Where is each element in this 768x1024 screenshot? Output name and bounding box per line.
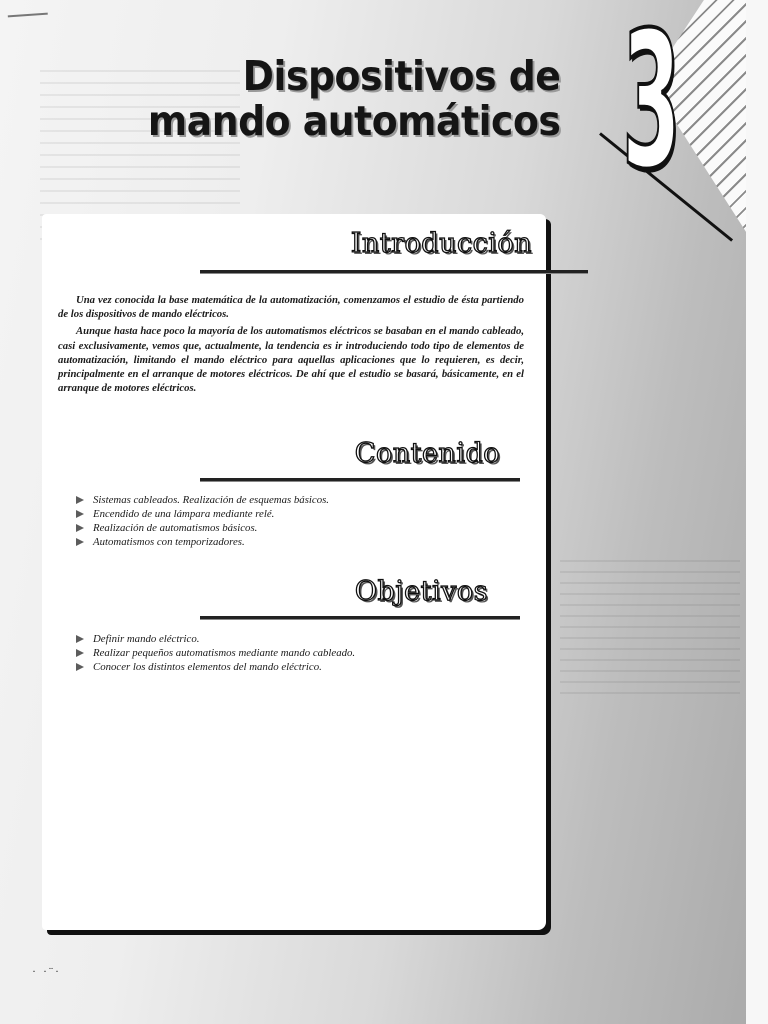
list-item — [75, 660, 355, 674]
section-heading-introduccion: Introducción — [350, 228, 532, 259]
list-item-text: Realización de automatismos básicos. — [93, 522, 258, 534]
chapter-title-line-1: Dispositivos de — [242, 52, 560, 100]
list-item — [75, 535, 329, 549]
triangle-bullet-icon — [76, 524, 84, 532]
triangle-bullet-icon — [76, 510, 84, 518]
chapter-title — [147, 54, 560, 144]
intro-paragraph: Aunque hasta hace poco la mayoría de los automatismos eléctricos se basaban en el mando cableado, casi exclusivamente, vemos que, actualmente, la tendencia es ir introduciendo todo tipo de elementos de automatización, limitando el mando eléctrico para aquellas aplicaciones que lo requieren, es decir, principalmente en el arranque de motores eléctricos. De ahí que el estudio se basará, básicamente, en el arranque de motores eléctricos. — [58, 325, 524, 395]
section-heading-objetivos: Objetivos — [354, 576, 488, 607]
chapter-title-line-2: mando automáticos — [147, 97, 560, 146]
triangle-bullet-icon — [76, 496, 84, 504]
list-item-text: Realizar pequeños automatismos mediante mando cableado. — [93, 647, 356, 659]
list-item-text: Automatismos con temporizadores. — [93, 536, 245, 548]
triangle-bullet-icon — [76, 538, 84, 546]
list-item — [75, 521, 329, 535]
scan-right-edge — [746, 0, 768, 1024]
section-rule-introduccion — [200, 270, 588, 273]
corner-scan-mark — [8, 13, 48, 24]
objetivos-list — [75, 632, 355, 674]
page-corner-marks: · ·¨· — [32, 964, 61, 978]
contenido-list — [75, 493, 329, 549]
section-rule-objetivos — [200, 616, 520, 619]
intro-paragraph: Una vez conocida la base matemática de la automatización, comenzamos el estudio de ésta partiendo de los dispositivos de mando eléctricos. — [58, 294, 524, 321]
section-rule-contenido — [200, 478, 520, 481]
chapter-number: 3 — [622, 0, 681, 211]
bleed-through-text-2 — [560, 560, 740, 700]
list-item — [75, 493, 329, 507]
list-item-text: Definir mando eléctrico. — [93, 633, 200, 645]
triangle-bullet-icon — [76, 663, 84, 671]
triangle-bullet-icon — [76, 649, 84, 657]
triangle-bullet-icon — [76, 635, 84, 643]
section-heading-contenido: Contenido — [354, 438, 500, 469]
list-item — [75, 646, 355, 660]
introduction-text — [58, 293, 524, 395]
list-item-text: Conocer los distintos elementos del mando eléctrico. — [93, 661, 322, 673]
list-item-text: Encendido de una lámpara mediante relé. — [93, 508, 275, 520]
list-item — [75, 507, 329, 521]
list-item — [75, 632, 355, 646]
list-item-text: Sistemas cableados. Realización de esquemas básicos. — [93, 494, 329, 506]
